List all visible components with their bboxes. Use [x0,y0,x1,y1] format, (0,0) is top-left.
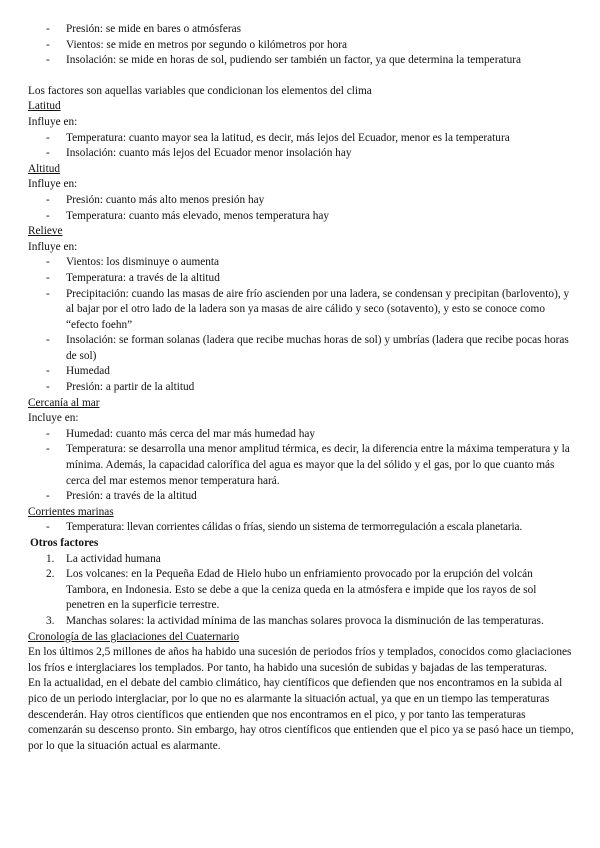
list-text: Manchas solares: la actividad mínima de las manchas solares provoca la disminución de las temperaturas. [66,614,544,627]
list-item: - Temperatura: cuanto mayor sea la latitud, es decir, más lejos del Ecuador, menor es la temperatura [28,131,576,147]
list-item [28,552,576,568]
paragraph: En la actualidad, en el debate del cambio climático, hay científicos que defienden que nos encontramos en la subida al pico de un periodo interglaciar, por lo que no es alarmante la situación actual, ya que en un tiempo las temperaturas descenderán. Hay otros científicos que entienden que nos encontramos en el pico, y por tanto las temperaturas comenzarán su descenso pronto. Sin embargo, hay otros científicos que entienden que el pico ya se pasó hace un tiempo, por lo que la situación actual es alarmante. [28,677,574,752]
intro-list [28,22,576,69]
section-intro: Influye en: [28,178,78,191]
section-heading-cronologia: Cronología de las glaciaciones del Cuaternario [28,630,240,643]
section-heading-relieve: Relieve [28,225,63,238]
latitud-list [28,131,576,162]
list-item: - Presión: cuanto más alto menos presión hay [28,193,576,209]
section-heading-corrientes: Corrientes marinas [28,505,114,518]
section-intro: Influye en: [28,115,78,128]
list-item: - Temperatura: cuanto más elevado, menos temperatura hay [28,209,576,225]
otros-list [28,552,576,630]
section-heading-latitud: Latitud [28,100,61,113]
corrientes-list [28,520,576,536]
document-content [28,22,576,754]
list-item: - Presión: a partir de la altitud [28,380,576,396]
relieve-list [28,255,576,395]
section-heading-cercania: Cercanía al mar [28,396,100,409]
list-number: 2. [46,568,55,581]
list-number: 1. [46,552,55,565]
list-item: - Vientos: los disminuye o aumenta [28,255,576,271]
section-intro: Incluye en: [28,412,79,425]
list-item: - Insolación: se forman solanas (ladera que recibe muchas horas de sol) y umbrías (ladera que recibe pocas horas de sol) [28,333,576,364]
factors-intro: Los factores son aquellas variables que condicionan los elementos del clima [28,84,372,97]
list-item: - Temperatura: a través de la altitud [28,271,576,287]
list-text: La actividad humana [66,552,161,565]
list-item: - Temperatura: se desarrolla una menor amplitud térmica, es decir, la diferencia entre la máxima temperatura y la mínima. Además, la capacidad calorífica del agua es mayor que la del sólido y el gas, por lo que cuanto más cerca del mar estemos menor temperatura hará. [28,442,576,489]
section-heading-altitud: Altitud [28,162,61,175]
list-text: Los volcanes: en la Pequeña Edad de Hielo hubo un enfriamiento provocado por la erupción del volcán Tambora, en Indonesia. Esto se debe a que la ceniza queda en la atmósfera e impide que los rayos de sol penetren en la superficie terrestre. [66,568,537,612]
list-item: - Vientos: se mide en metros por segundo o kilómetros por hora [28,38,576,54]
list-item: - Precipitación: cuando las masas de aire frío ascienden por una ladera, se condensan y precipitan (barlovento), y al bajar por el otro lado de la ladera son ya masas de aire cálido y seco (sotavento), y esto se conoce como “efecto foehn” [28,287,576,334]
altitud-list [28,193,576,224]
list-item: - Humedad: cuanto más cerca del mar más humedad hay [28,427,576,443]
list-item [28,567,576,614]
list-item: - Temperatura: llevan corrientes cálidas o frías, siendo un sistema de termorregulación a escala planetaria. [28,520,576,536]
section-heading-otros: Otros factores [30,537,99,549]
list-item: - Insolación: se mide en horas de sol, pudiendo ser también un factor, ya que determina la temperatura [28,53,576,69]
cercania-list [28,427,576,505]
list-item: - Humedad [28,364,576,380]
list-item: - Presión: se mide en bares o atmósferas [28,22,576,38]
list-item [28,614,576,630]
list-item: - Insolación: cuanto más lejos del Ecuador menor insolación hay [28,146,576,162]
list-item: - Presión: a través de la altitud [28,489,576,505]
list-number: 3. [46,614,55,627]
spacer [28,69,576,84]
section-intro: Influye en: [28,240,78,253]
paragraph: En los últimos 2,5 millones de años ha habido una sucesión de periodos fríos y templados, conocidos como glaciaciones los fríos e interglaciares los templados. Por tanto, ha habido una sucesión de subidas y bajadas de las temperaturas. [28,646,572,674]
